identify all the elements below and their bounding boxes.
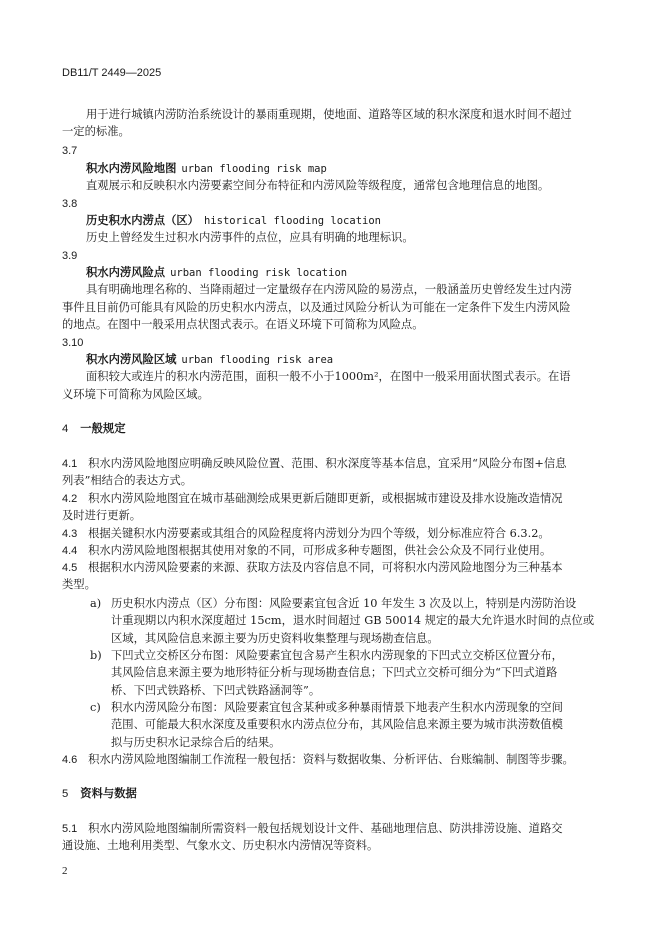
clause-line: 及时进行更新。 bbox=[62, 509, 142, 522]
list-item-line: 拟与历史积水记录综合后的结果。 bbox=[111, 736, 281, 749]
term-definition-line: 义环境下可简称为风险区域。 bbox=[62, 388, 209, 401]
clause-text: 积水内涝风险地图宜在城市基础测绘成果更新后随即更新，或根据城市建设及排水设施改造情况 bbox=[88, 492, 563, 505]
clause-line: 类型。 bbox=[62, 578, 96, 591]
term-definition-line: 面积较大或连片的积水内涝范围，面积一般不小于1000m²，在图中一般采用面状图式表示。在语 bbox=[86, 370, 571, 383]
list-label: a) bbox=[90, 597, 102, 610]
term-definition-line: 历史上曾经发生过积水内涝事件的点位，应具有明确的地理标识。 bbox=[86, 231, 414, 244]
term-zh: 历史积水内涝点（区） bbox=[86, 214, 199, 227]
section-title: 一般规定 bbox=[80, 422, 126, 435]
section-number: 5 bbox=[62, 788, 69, 800]
term-en: urban flooding risk area bbox=[181, 354, 334, 366]
term-zh: 积水内涝风险区域 bbox=[86, 353, 177, 366]
list-label: c) bbox=[90, 701, 101, 714]
term-title bbox=[86, 161, 327, 177]
list-item-line: 积水内涝风险分布图：风险要素宜包含某种或多种暴雨情景下地表产生积水内涝现象的空间 bbox=[111, 701, 563, 714]
section-title: 资料与数据 bbox=[80, 787, 137, 800]
term-en: urban flooding risk map bbox=[181, 163, 327, 175]
clause-number: 4.3 bbox=[62, 528, 78, 540]
term-number: 3.7 bbox=[62, 145, 78, 157]
list-item-line: 桥、下凹式铁路桥、下凹式铁路涵洞等”。 bbox=[111, 684, 321, 697]
term-definition-line: 事件且目前仍可能具有风险的历史积水内涝点，以及通过风险分析认为可能在一定条件下发生内涝风险 bbox=[62, 301, 571, 314]
page-number: 2 bbox=[62, 865, 68, 877]
clause-text: 积水内涝风险地图根据其使用对象的不同，可形成多种专题图，供社会公众及不同行业使用。 bbox=[88, 544, 552, 557]
term-title bbox=[86, 352, 333, 368]
clause-line bbox=[62, 543, 551, 559]
term-zh: 积水内涝风险地图 bbox=[86, 162, 177, 175]
list-item-line: 计重现期以内积水深度超过 15cm，退水时间超过 GB 50014 规定的最大允许退水时间的点位或 bbox=[111, 614, 595, 627]
clause-text: 积水内涝风险地图编制所需资料一般包括规划设计文件、基础地理信息、防洪排涝设施、道路交 bbox=[88, 822, 563, 835]
clause-number: 4.6 bbox=[62, 754, 78, 766]
list-item-line: 下凹式立交桥区分布图：风险要素宜包含易产生积水内涝现象的下凹式立交桥区位置分布， bbox=[111, 649, 563, 662]
section-heading bbox=[62, 421, 126, 437]
clause-line: 通设施、土地利用类型、气象水文、历史积水内涝情况等资料。 bbox=[62, 839, 379, 852]
section-heading bbox=[62, 786, 137, 802]
clause-number: 4.2 bbox=[62, 493, 78, 505]
list-label: b) bbox=[90, 649, 102, 662]
term-en: historical flooding location bbox=[203, 215, 381, 227]
term-definition-line: 的地点。在图中一般采用点状图式表示。在语义环境下可简称为风险点。 bbox=[62, 318, 424, 331]
list-item-line: 历史积水内涝点（区）分布图：风险要素宜包含近 10 年发生 3 次及以上，特别是内涝防治设 bbox=[111, 597, 577, 610]
term-definition-line: 直观展示和反映积水内涝要素空间分布特征和内涝风险等级程度，通常包含地理信息的地图。 bbox=[86, 179, 550, 192]
clause-number: 4.1 bbox=[62, 458, 78, 470]
list-item-line: 其风险信息来源主要为地形特征分析与现场勘查信息；下凹式立交桥可细分为“下凹式道路 bbox=[111, 666, 558, 679]
term-definition-line: 具有明确地理名称的、当降雨超过一定量级存在内涝风险的易涝点，一般涵盖历史曾经发生过内涝 bbox=[86, 283, 572, 296]
list-item-line: 区域，其风险信息来源主要为历史资料收集整理与现场勘查信息。 bbox=[111, 632, 439, 645]
clause-text: 根据关键积水内涝要素或其组合的风险程度将内涝划分为四个等级，划分标准应符合 6.3.2。 bbox=[88, 527, 550, 540]
term-zh: 积水内涝风险点 bbox=[86, 266, 166, 279]
clause-number: 4.4 bbox=[62, 545, 78, 557]
term-number: 3.8 bbox=[62, 198, 78, 210]
term-number: 3.10 bbox=[62, 337, 84, 349]
clause-text: 根据积水内涝风险要素的来源、获取方法及内容信息不同，可将积水内涝风险地图分为三种基本 bbox=[88, 561, 563, 574]
term-title bbox=[86, 265, 347, 281]
clause-line bbox=[62, 491, 563, 507]
term-number: 3.9 bbox=[62, 250, 78, 262]
clause-text: 积水内涝风险地图编制工作流程一般包括：资料与数据收集、分析评估、台账编制、制图等步骤。 bbox=[88, 753, 574, 766]
list-item-line: 范围、可能最大积水深度及重要积水内涝点位分布，其风险信息来源主要为城市洪涝数值模 bbox=[111, 718, 563, 731]
clause-line bbox=[62, 526, 550, 542]
term-title bbox=[86, 213, 381, 229]
clause-line bbox=[62, 821, 563, 837]
clause-line bbox=[62, 456, 567, 472]
clause-text: 积水内涝风险地图应明确反映风险位置、范围、积水深度等基本信息，宜采用“风险分布图+信息 bbox=[88, 457, 567, 470]
document-id: DB11/T 2449—2025 bbox=[62, 67, 162, 79]
clause-line: 列表”相结合的表达方式。 bbox=[62, 474, 193, 487]
term-en: urban flooding risk location bbox=[170, 267, 348, 279]
clause-line bbox=[62, 560, 563, 576]
section-number: 4 bbox=[62, 423, 69, 435]
clause-number: 4.5 bbox=[62, 562, 78, 574]
clause-number: 5.1 bbox=[62, 823, 78, 835]
continuation-line-2: 一定的标准。 bbox=[62, 125, 130, 138]
clause-line bbox=[62, 752, 574, 768]
continuation-line-1: 用于进行城镇内涝防治系统设计的暴雨重现期，使地面、道路等区域的积水深度和退水时间不超过 bbox=[86, 108, 572, 121]
